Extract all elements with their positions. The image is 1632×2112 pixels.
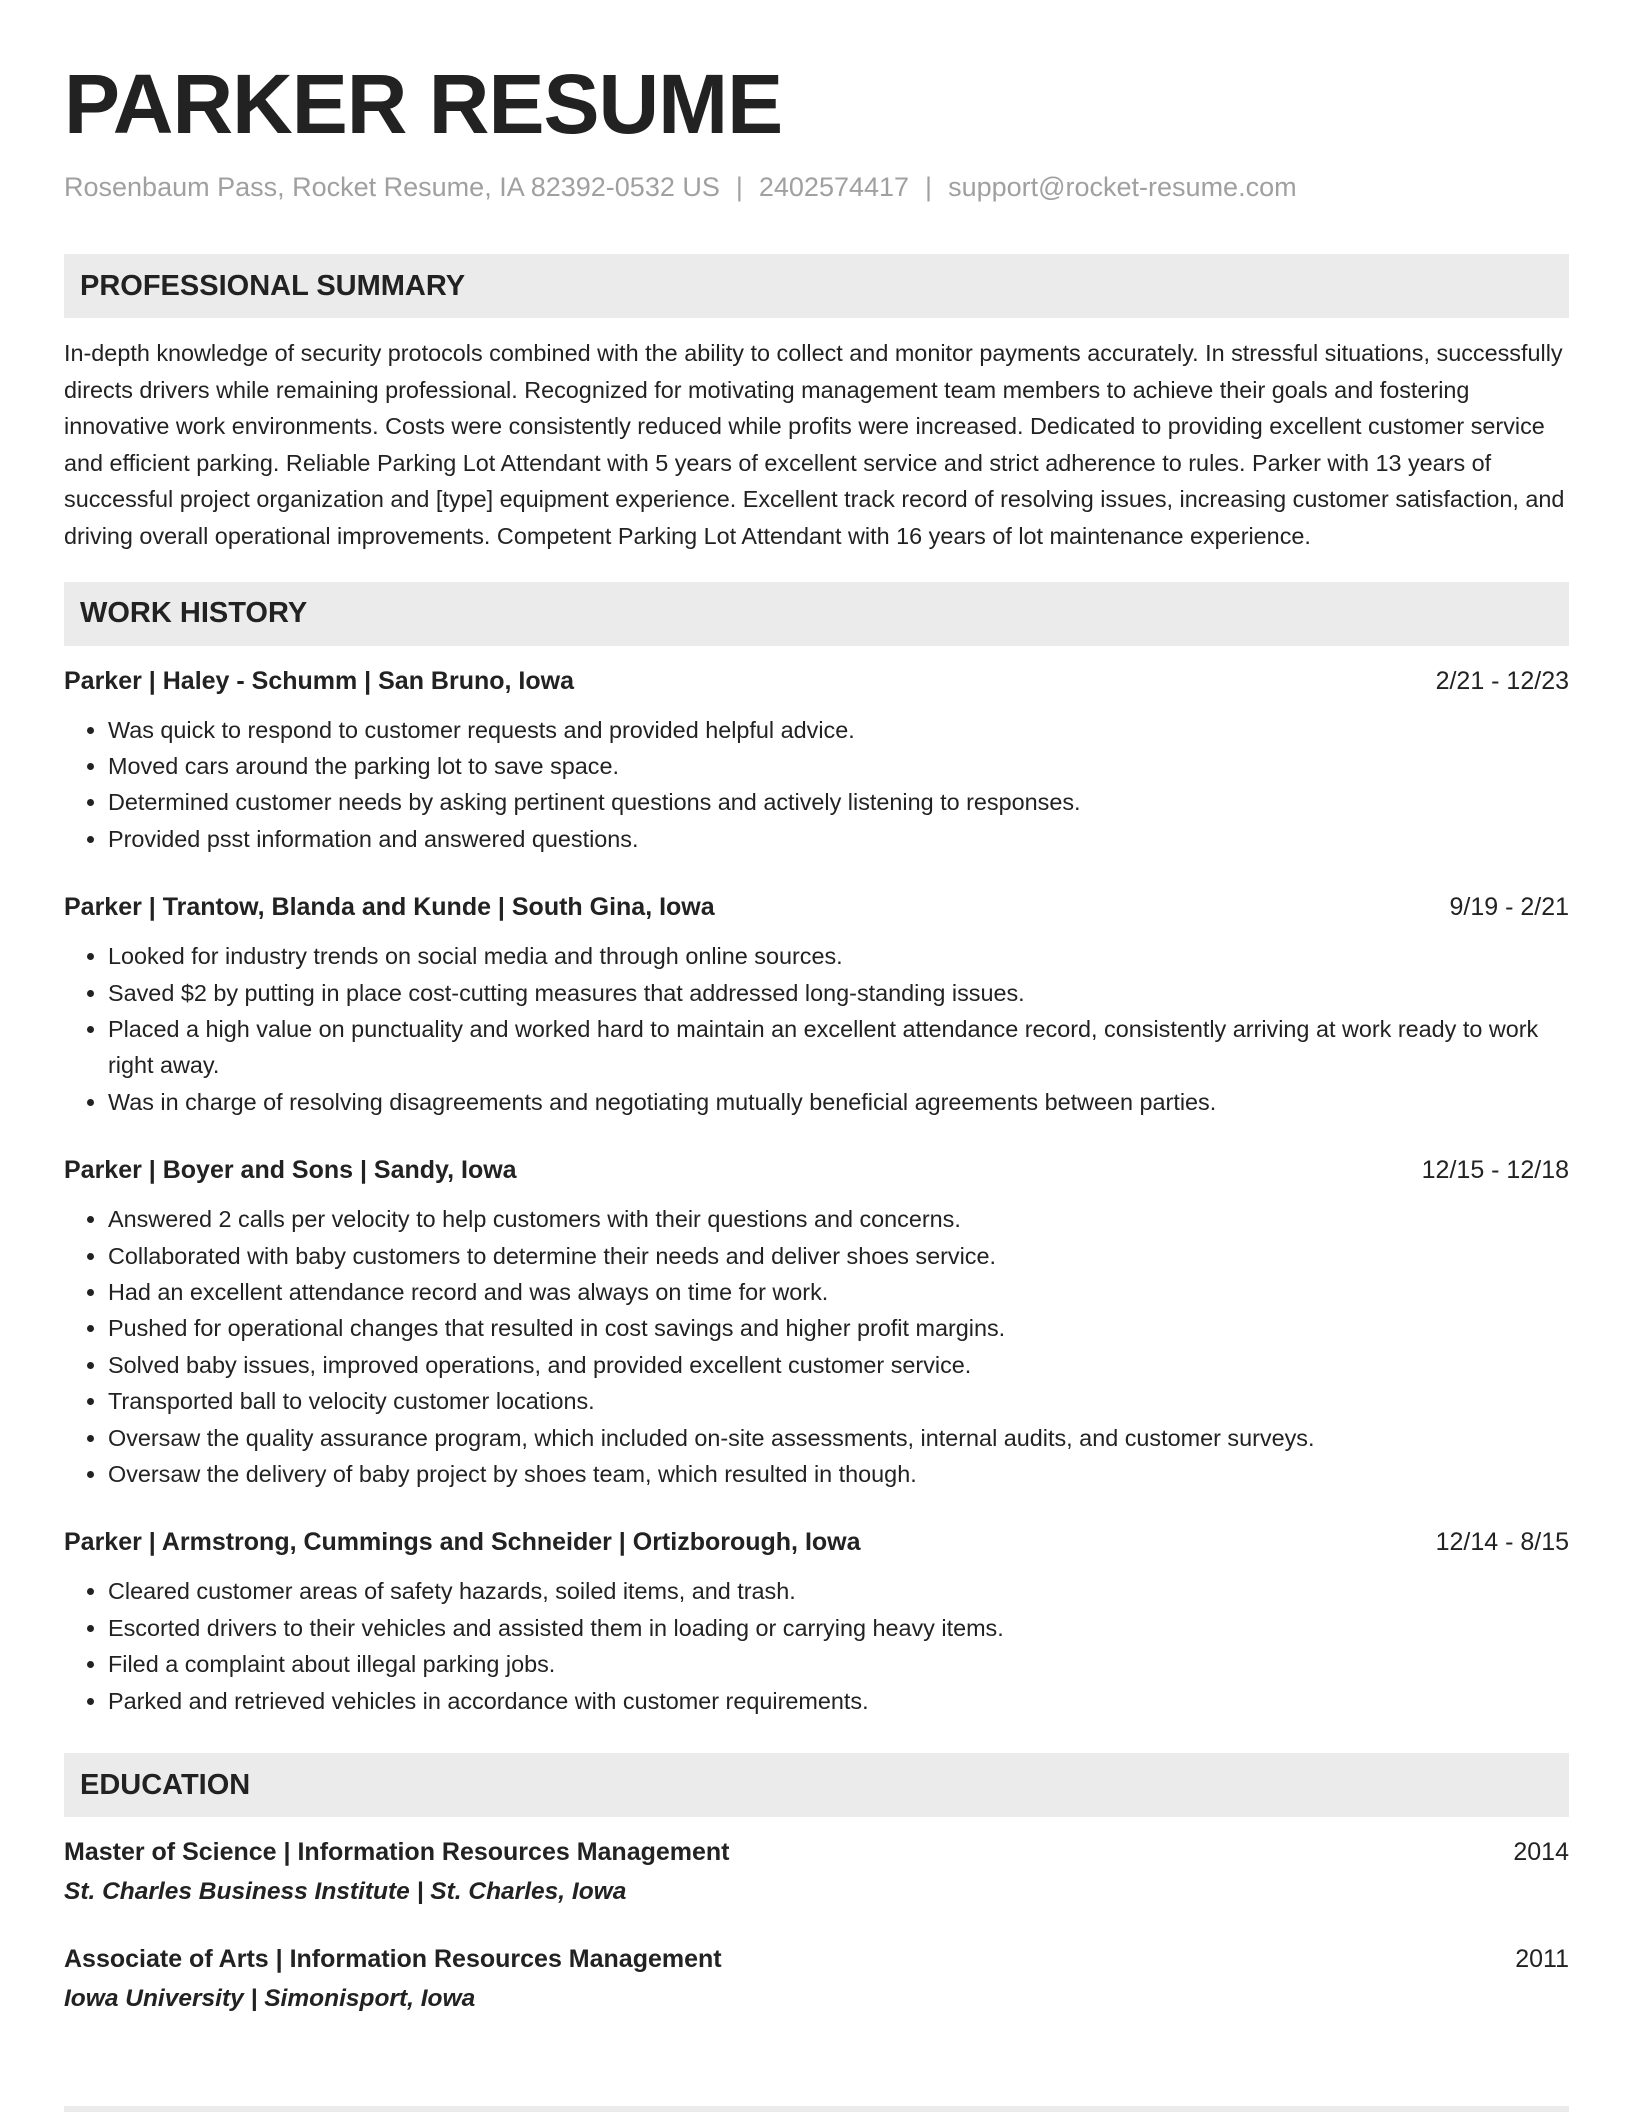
contact-separator: | <box>735 172 743 202</box>
education-header <box>64 1835 1569 1869</box>
job-bullet: • Collaborated with baby customers to determine their needs and deliver shoes service. <box>108 1238 1569 1274</box>
job-bullets <box>64 712 1569 858</box>
contact-line <box>64 170 1569 204</box>
job-title: Parker | Boyer and Sons | Sandy, Iowa <box>64 1156 517 1185</box>
education-year: 2011 <box>1515 1945 1569 1974</box>
bottom-divider <box>64 2106 1569 2112</box>
education-school: St. Charles Business Institute | St. Charles, Iowa <box>64 1878 627 1906</box>
section-header-work-history: WORK HISTORY <box>64 582 1569 646</box>
job-header <box>64 1525 1569 1559</box>
job-dates: 12/15 - 12/18 <box>1421 1156 1569 1185</box>
job-bullet: • Moved cars around the parking lot to save space. <box>108 748 1569 784</box>
education-year: 2014 <box>1513 1838 1569 1867</box>
education-entry <box>64 1942 1569 2016</box>
section-header-education: EDUCATION <box>64 1753 1569 1817</box>
job-bullet: • Oversaw the delivery of baby project by shoes team, which resulted in though. <box>108 1456 1569 1492</box>
job-bullet: • Was quick to respond to customer requests and provided helpful advice. <box>108 712 1569 748</box>
job-bullets <box>64 938 1569 1120</box>
job-bullet: • Oversaw the quality assurance program, which included on-site assessments, internal audits, and customer surveys. <box>108 1420 1569 1456</box>
contact-phone: 2402574417 <box>758 172 910 202</box>
job-dates: 2/21 - 12/23 <box>1435 666 1569 695</box>
contact-separator: | <box>925 172 933 202</box>
job-bullet: • Transported ball to velocity customer locations. <box>108 1383 1569 1419</box>
education-degree: Associate of Arts | Information Resources Management <box>64 1945 722 1974</box>
job-bullet: • Answered 2 calls per velocity to help customers with their questions and concerns. <box>108 1201 1569 1237</box>
job-bullet: • Had an excellent attendance record and was always on time for work. <box>108 1274 1569 1310</box>
job-bullet: • Saved $2 by putting in place cost-cutting measures that addressed long-standing issues. <box>108 975 1569 1011</box>
job-bullets <box>64 1201 1569 1492</box>
job-bullet: • Parked and retrieved vehicles in accordance with customer requirements. <box>108 1683 1569 1719</box>
job-bullet: • Escorted drivers to their vehicles and assisted them in loading or carrying heavy items. <box>108 1610 1569 1646</box>
job-bullet: • Cleared customer areas of safety hazards, soiled items, and trash. <box>108 1573 1569 1609</box>
job-bullet: • Pushed for operational changes that resulted in cost savings and higher profit margins. <box>108 1310 1569 1346</box>
job-title: Parker | Haley - Schumm | San Bruno, Iowa <box>64 666 574 695</box>
job-title: Parker | Armstrong, Cummings and Schneider | Ortizborough, Iowa <box>64 1528 861 1557</box>
section-header-summary: PROFESSIONAL SUMMARY <box>64 254 1569 318</box>
education-degree: Master of Science | Information Resources Management <box>64 1838 730 1867</box>
job-entry <box>64 890 1569 1120</box>
job-bullet: • Solved baby issues, improved operations, and provided excellent customer service. <box>108 1347 1569 1383</box>
job-bullet: • Filed a complaint about illegal parking jobs. <box>108 1646 1569 1682</box>
contact-address: Rosenbaum Pass, Rocket Resume, IA 82392-0532 US <box>64 172 720 202</box>
resume-name: PARKER RESUME <box>64 57 783 151</box>
job-bullet: • Looked for industry trends on social media and through online sources. <box>108 938 1569 974</box>
job-title: Parker | Trantow, Blanda and Kunde | South Gina, Iowa <box>64 893 715 922</box>
education-header <box>64 1942 1569 1976</box>
job-bullet: • Placed a high value on punctuality and worked hard to maintain an excellent attendance record, consistently arriving at work ready to work right away. <box>108 1011 1569 1084</box>
job-header <box>64 890 1569 924</box>
job-bullets <box>64 1573 1569 1719</box>
job-dates: 9/19 - 2/21 <box>1449 893 1569 922</box>
education-entry <box>64 1835 1569 1909</box>
job-header <box>64 664 1569 698</box>
job-header <box>64 1153 1569 1187</box>
job-entry <box>64 1525 1569 1719</box>
summary-text: In-depth knowledge of security protocols combined with the ability to collect and monitor payments accurately. In stressful situations, successfully directs drivers while remaining professional. Recognized for motivating management team members to achieve their goals and fostering innovative work environments. Costs were consistently reduced while profits were increased. Dedicated to providing excellent customer service and efficient parking. Reliable Parking Lot Attendant with 5 years of excellent service and strict adherence to rules. Parker with 13 years of successful project organization and [type] equipment experience. Excellent track record of resolving issues, increasing customer satisfaction, and driving overall operational improvements. Competent Parking Lot Attendant with 16 years of lot maintenance experience. <box>64 340 1565 549</box>
job-dates: 12/14 - 8/15 <box>1435 1528 1569 1557</box>
job-bullet: • Was in charge of resolving disagreements and negotiating mutually beneficial agreements between parties. <box>108 1084 1569 1120</box>
job-entry <box>64 664 1569 858</box>
job-entry <box>64 1153 1569 1492</box>
job-bullet: • Provided psst information and answered questions. <box>108 821 1569 857</box>
contact-email: support@rocket-resume.com <box>948 172 1297 202</box>
job-bullet: • Determined customer needs by asking pertinent questions and actively listening to responses. <box>108 784 1569 820</box>
education-school: Iowa University | Simonisport, Iowa <box>64 1985 476 2013</box>
